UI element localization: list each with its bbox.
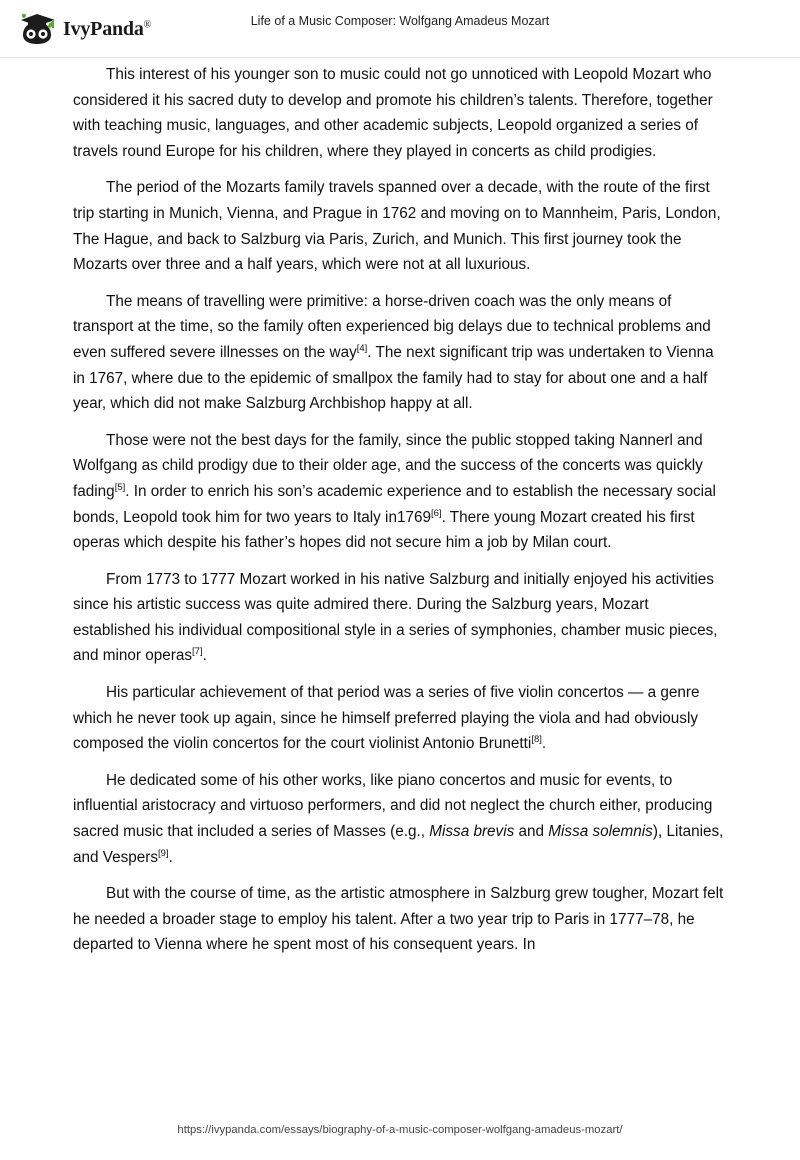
paragraph-1: This interest of his younger son to music could not go unnoticed with Leopold Mozart who considered it his sacred duty to develop and promote his children’s talents. Therefore, together with teaching music, languages, and other academic subjects, Leopold organized a series of travels round Europe for his children, where they played in concerts as child prodigies.: [73, 66, 713, 160]
paragraph-6: His particular achievement of that period was a series of five violin concertos — a genre which he never took up again, since he himself preferred playing the viola and had obviously composed the violin concertos for the court violinist Antonio Brunetti[8].: [73, 684, 700, 753]
paragraph-7: He dedicated some of his other works, like piano concertos and music for events, to influential aristocracy and virtuoso performers, and did not neglect the church either, producing sacred music that included a series of Masses (e.g., Missa brevis and Missa solemnis), Litanies, and Vespers[9].: [73, 771, 724, 866]
paragraph-4: Those were not the best days for the family, since the public stopped taking Nannerl and Wolfgang as child prodigy due to their older age, and the success of the concerts was quickly fading[5]. In order to enrich his son’s academic experience and to establish the necessary social bonds, Leopold took him for two years to Italy in1769[6]. There young Mozart created his first operas which despite his father’s hopes did not secure him a job by Milan court.: [73, 431, 716, 552]
document-title: Life of a Music Composer: Wolfgang Amadeus Mozart: [250, 14, 550, 28]
page-footer: [0, 1120, 800, 1138]
brand-name: IvyPanda®: [63, 17, 152, 40]
paragraph-2: The period of the Mozarts family travels spanned over a decade, with the route of the first trip starting in Munich, Vienna, and Prague in 1762 and moving on to Mannheim, Paris, London, The Hague, and back to Salzburg via Paris, Zurich, and Munich. This first journey took the Mozarts over three and a half years, which were not at all luxurious.: [73, 179, 721, 274]
paragraph-8: But with the course of time, as the artistic atmosphere in Salzburg grew tougher, Mozart felt he needed a broader stage to employ his talent. After a two year trip to Paris in 1777–78, he departed to Vienna where he spent most of his consequent years. In: [73, 885, 724, 954]
document-body: [73, 62, 727, 969]
registered-mark: ®: [143, 18, 152, 30]
paragraph-3: The means of travelling were primitive: a horse-driven coach was the only means of transport at the time, so the family often experienced big delays due to technical problems and even suffered severe illnesses on the way[4]. The next significant trip was undertaken to Vienna in 1767, where due to the epidemic of smallpox the family had to stay for about one and a half year, which did not make Salzburg Archbishop happy at all.: [73, 292, 714, 413]
page-header: [0, 0, 800, 58]
paragraph-5: From 1773 to 1777 Mozart worked in his native Salzburg and initially enjoyed his activities since his artistic success was quite admired there. During the Salzburg years, Mozart established his individual compositional style in a series of symphonies, chamber music pieces, and minor operas[7].: [73, 570, 718, 665]
source-url-link[interactable]: https://ivypanda.com/essays/biography-of-a-music-composer-wolfgang-amadeus-mozart/: [177, 1124, 623, 1136]
